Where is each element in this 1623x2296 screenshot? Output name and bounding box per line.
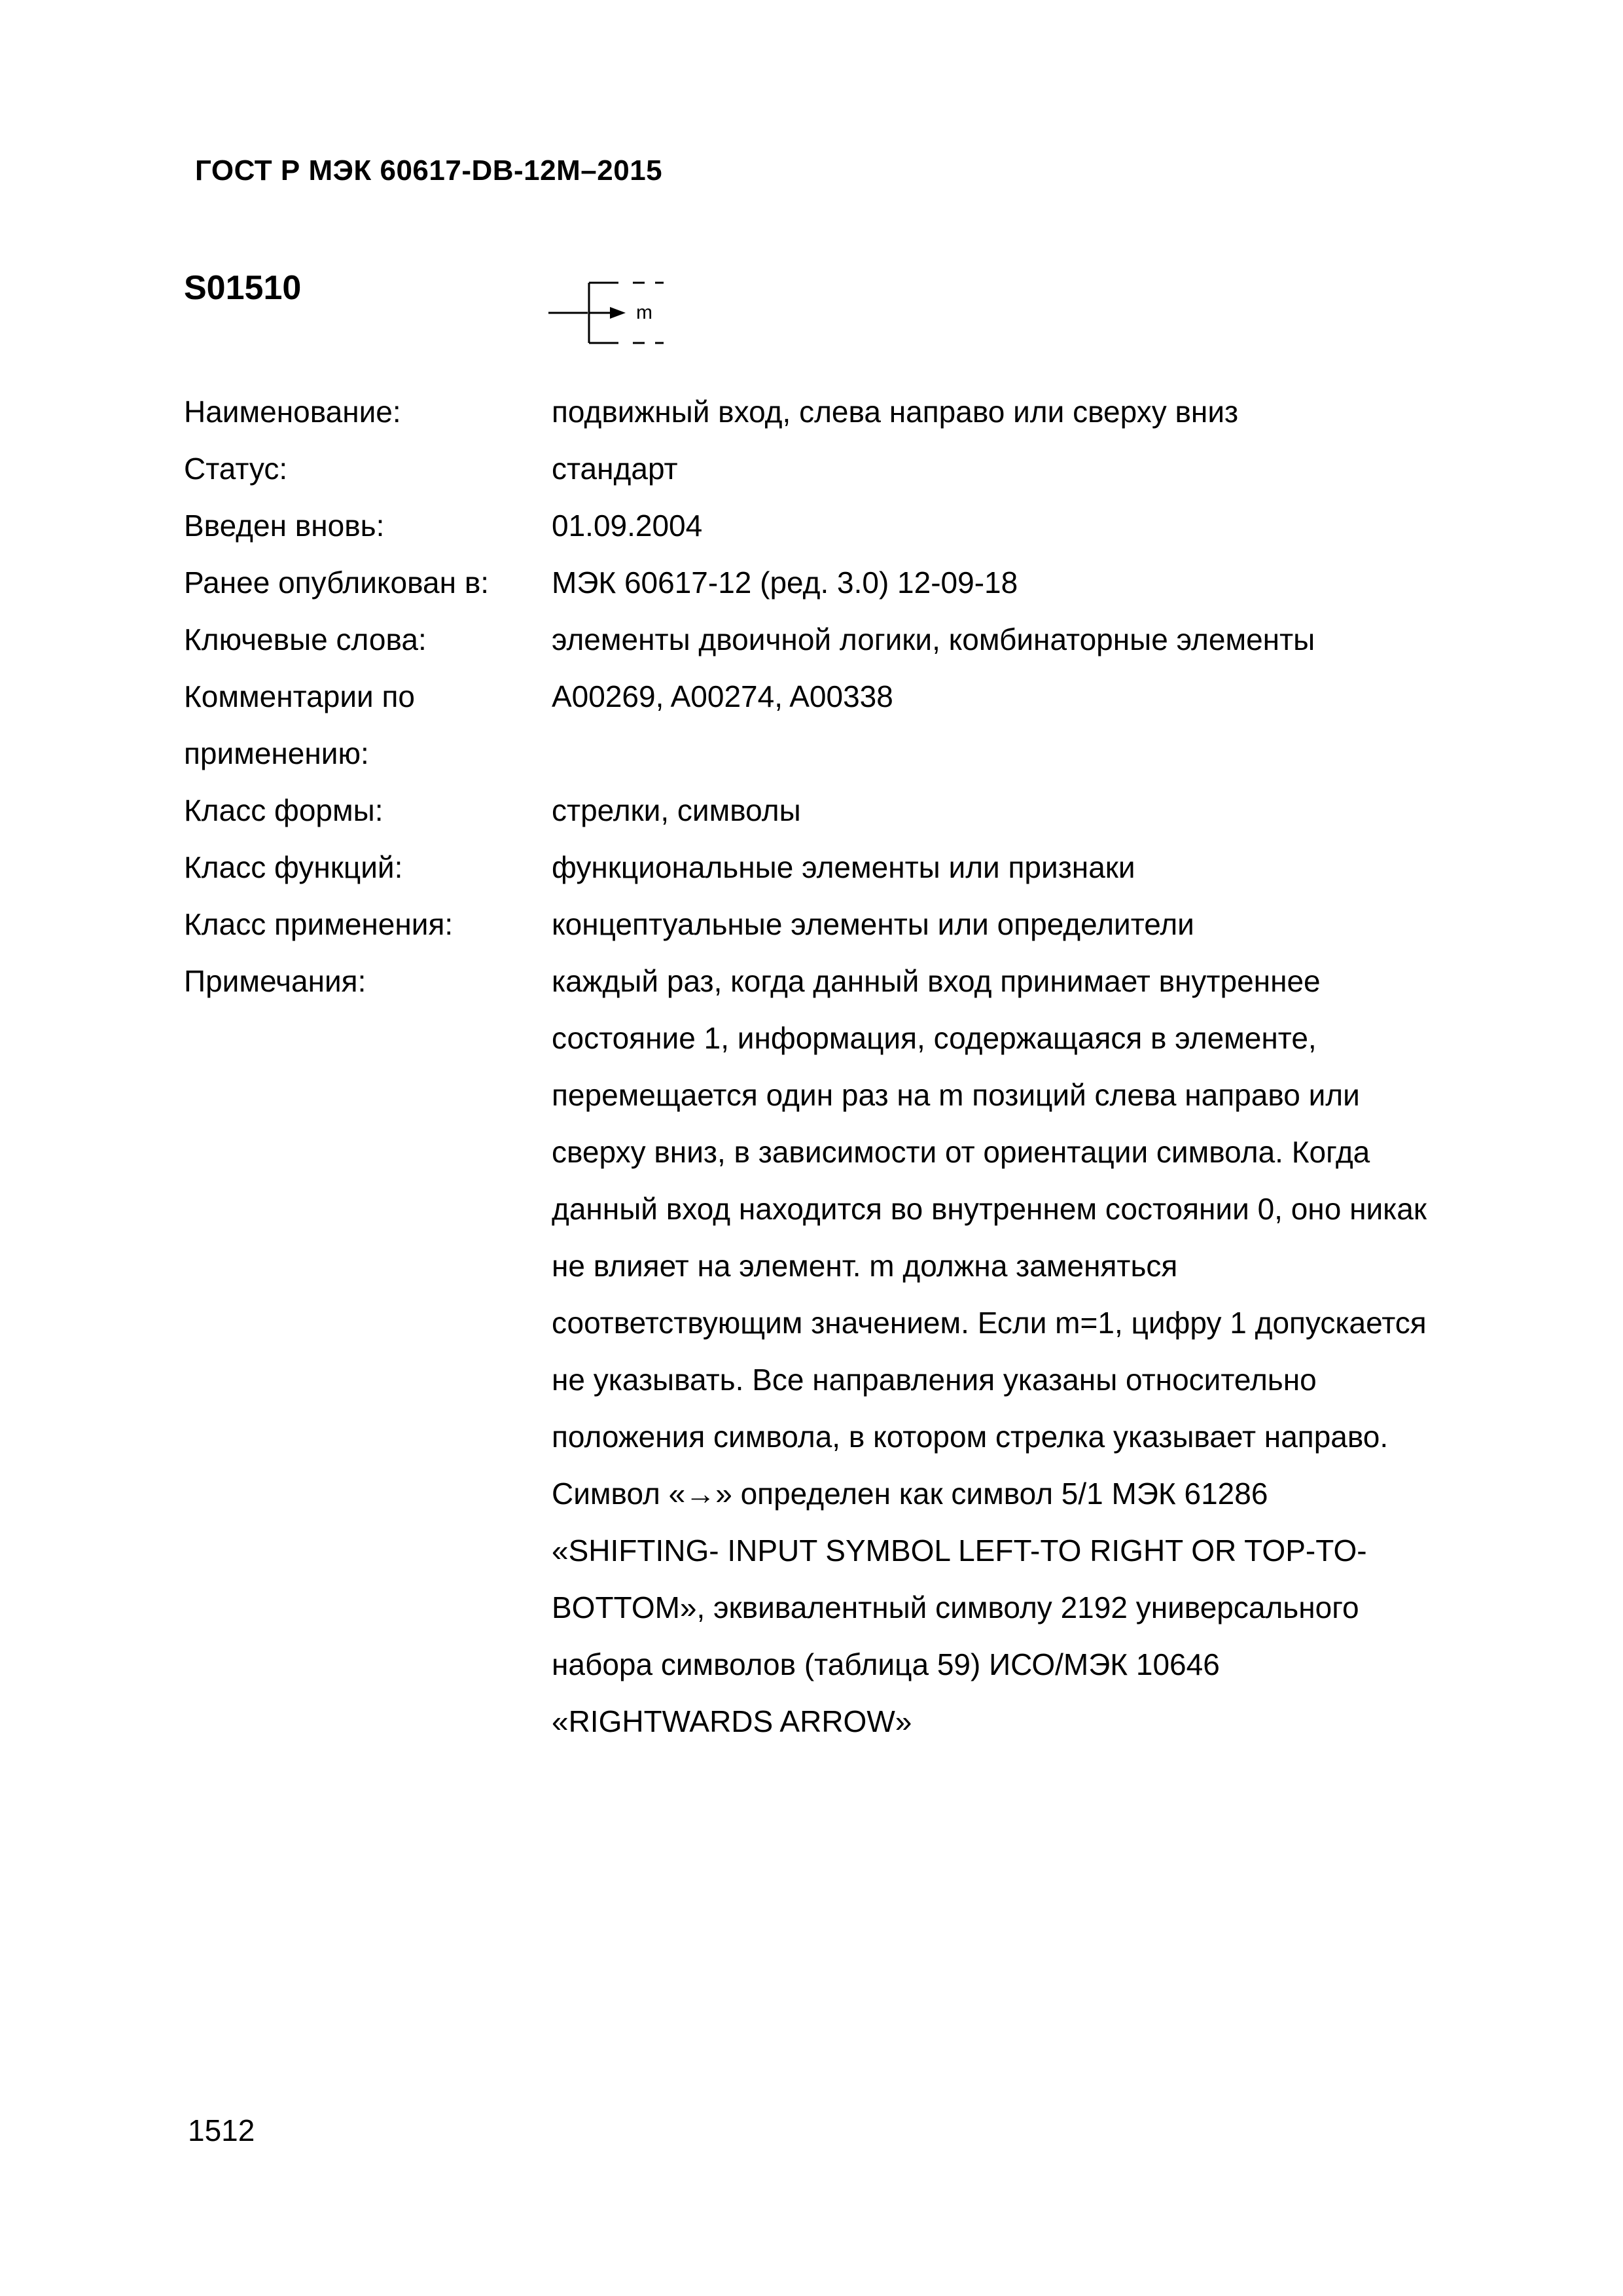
property-value: стрелки, символы [552, 793, 801, 827]
property-row-status [184, 440, 1427, 497]
property-value: каждый раз, когда данный вход принимает внутреннее состояние 1, информация, содержащаяся в элементе, перемещается один раз на m позиций слева направо или сверху вниз, в зависимости от ориентации символа. Когда данный вход находится во внутреннем состоянии 0, оно никак не влияет на элемент. m должна заменяться соответствующим значением. Если m=1, цифру 1 допускается не указывать. Все направления указаны относительно положения символа, в котором стрелка указывает направо. Символ «→» определен как символ 5/1 МЭК 61286 «SHIFTING- INPUT SYMBOL LEFT-TO RIGHT OR TOP-TO-BOTTOM», эквивалентный символу 2192 универсального набора символов (таблица 59) ИСО/МЭК 10646 «RIGHTWARDS ARROW» [552, 964, 1427, 1738]
property-value: стандарт [552, 452, 678, 486]
properties-table [184, 384, 1427, 1750]
property-row-keywords [184, 611, 1427, 668]
property-label: Наименование: [184, 395, 401, 429]
property-label: Статус: [184, 452, 288, 486]
property-value: A00269, A00274, A00338 [552, 679, 893, 713]
property-value: концептуальные элементы или определители [552, 907, 1194, 941]
property-label: Класс функций: [184, 850, 403, 884]
property-label: Класс применения: [184, 907, 454, 941]
symbol-code: S01510 [184, 269, 302, 307]
property-row-name [184, 384, 1427, 440]
shifting-input-arrow-icon [548, 275, 673, 350]
property-row-comments [184, 668, 1427, 782]
document-header: ГОСТ Р МЭК 60617-DB-12М–2015 [195, 154, 663, 187]
property-label: Примечания: [184, 964, 366, 998]
property-row-introduced [184, 497, 1427, 554]
property-row-function-class [184, 839, 1427, 896]
page-number: 1512 [188, 2113, 255, 2147]
property-row-shape-class [184, 782, 1427, 839]
property-label: Введен вновь: [184, 509, 385, 543]
property-label: Ранее опубликован в: [184, 565, 490, 600]
property-value: функциональные элементы или признаки [552, 850, 1135, 884]
property-row-published [184, 554, 1427, 611]
property-row-notes [184, 953, 1427, 1750]
property-label: Комментарии по применению: [184, 679, 415, 770]
property-value: 01.09.2004 [552, 509, 703, 543]
property-value: элементы двоичной логики, комбинаторные элементы [552, 622, 1315, 656]
property-value: МЭК 60617-12 (ред. 3.0) 12-09-18 [552, 565, 1018, 600]
property-row-application-class [184, 896, 1427, 953]
property-label: Ключевые слова: [184, 622, 427, 656]
property-label: Класс формы: [184, 793, 383, 827]
property-value: подвижный вход, слева направо или сверху вниз [552, 395, 1239, 429]
symbol-graphic-label: m [636, 302, 652, 323]
